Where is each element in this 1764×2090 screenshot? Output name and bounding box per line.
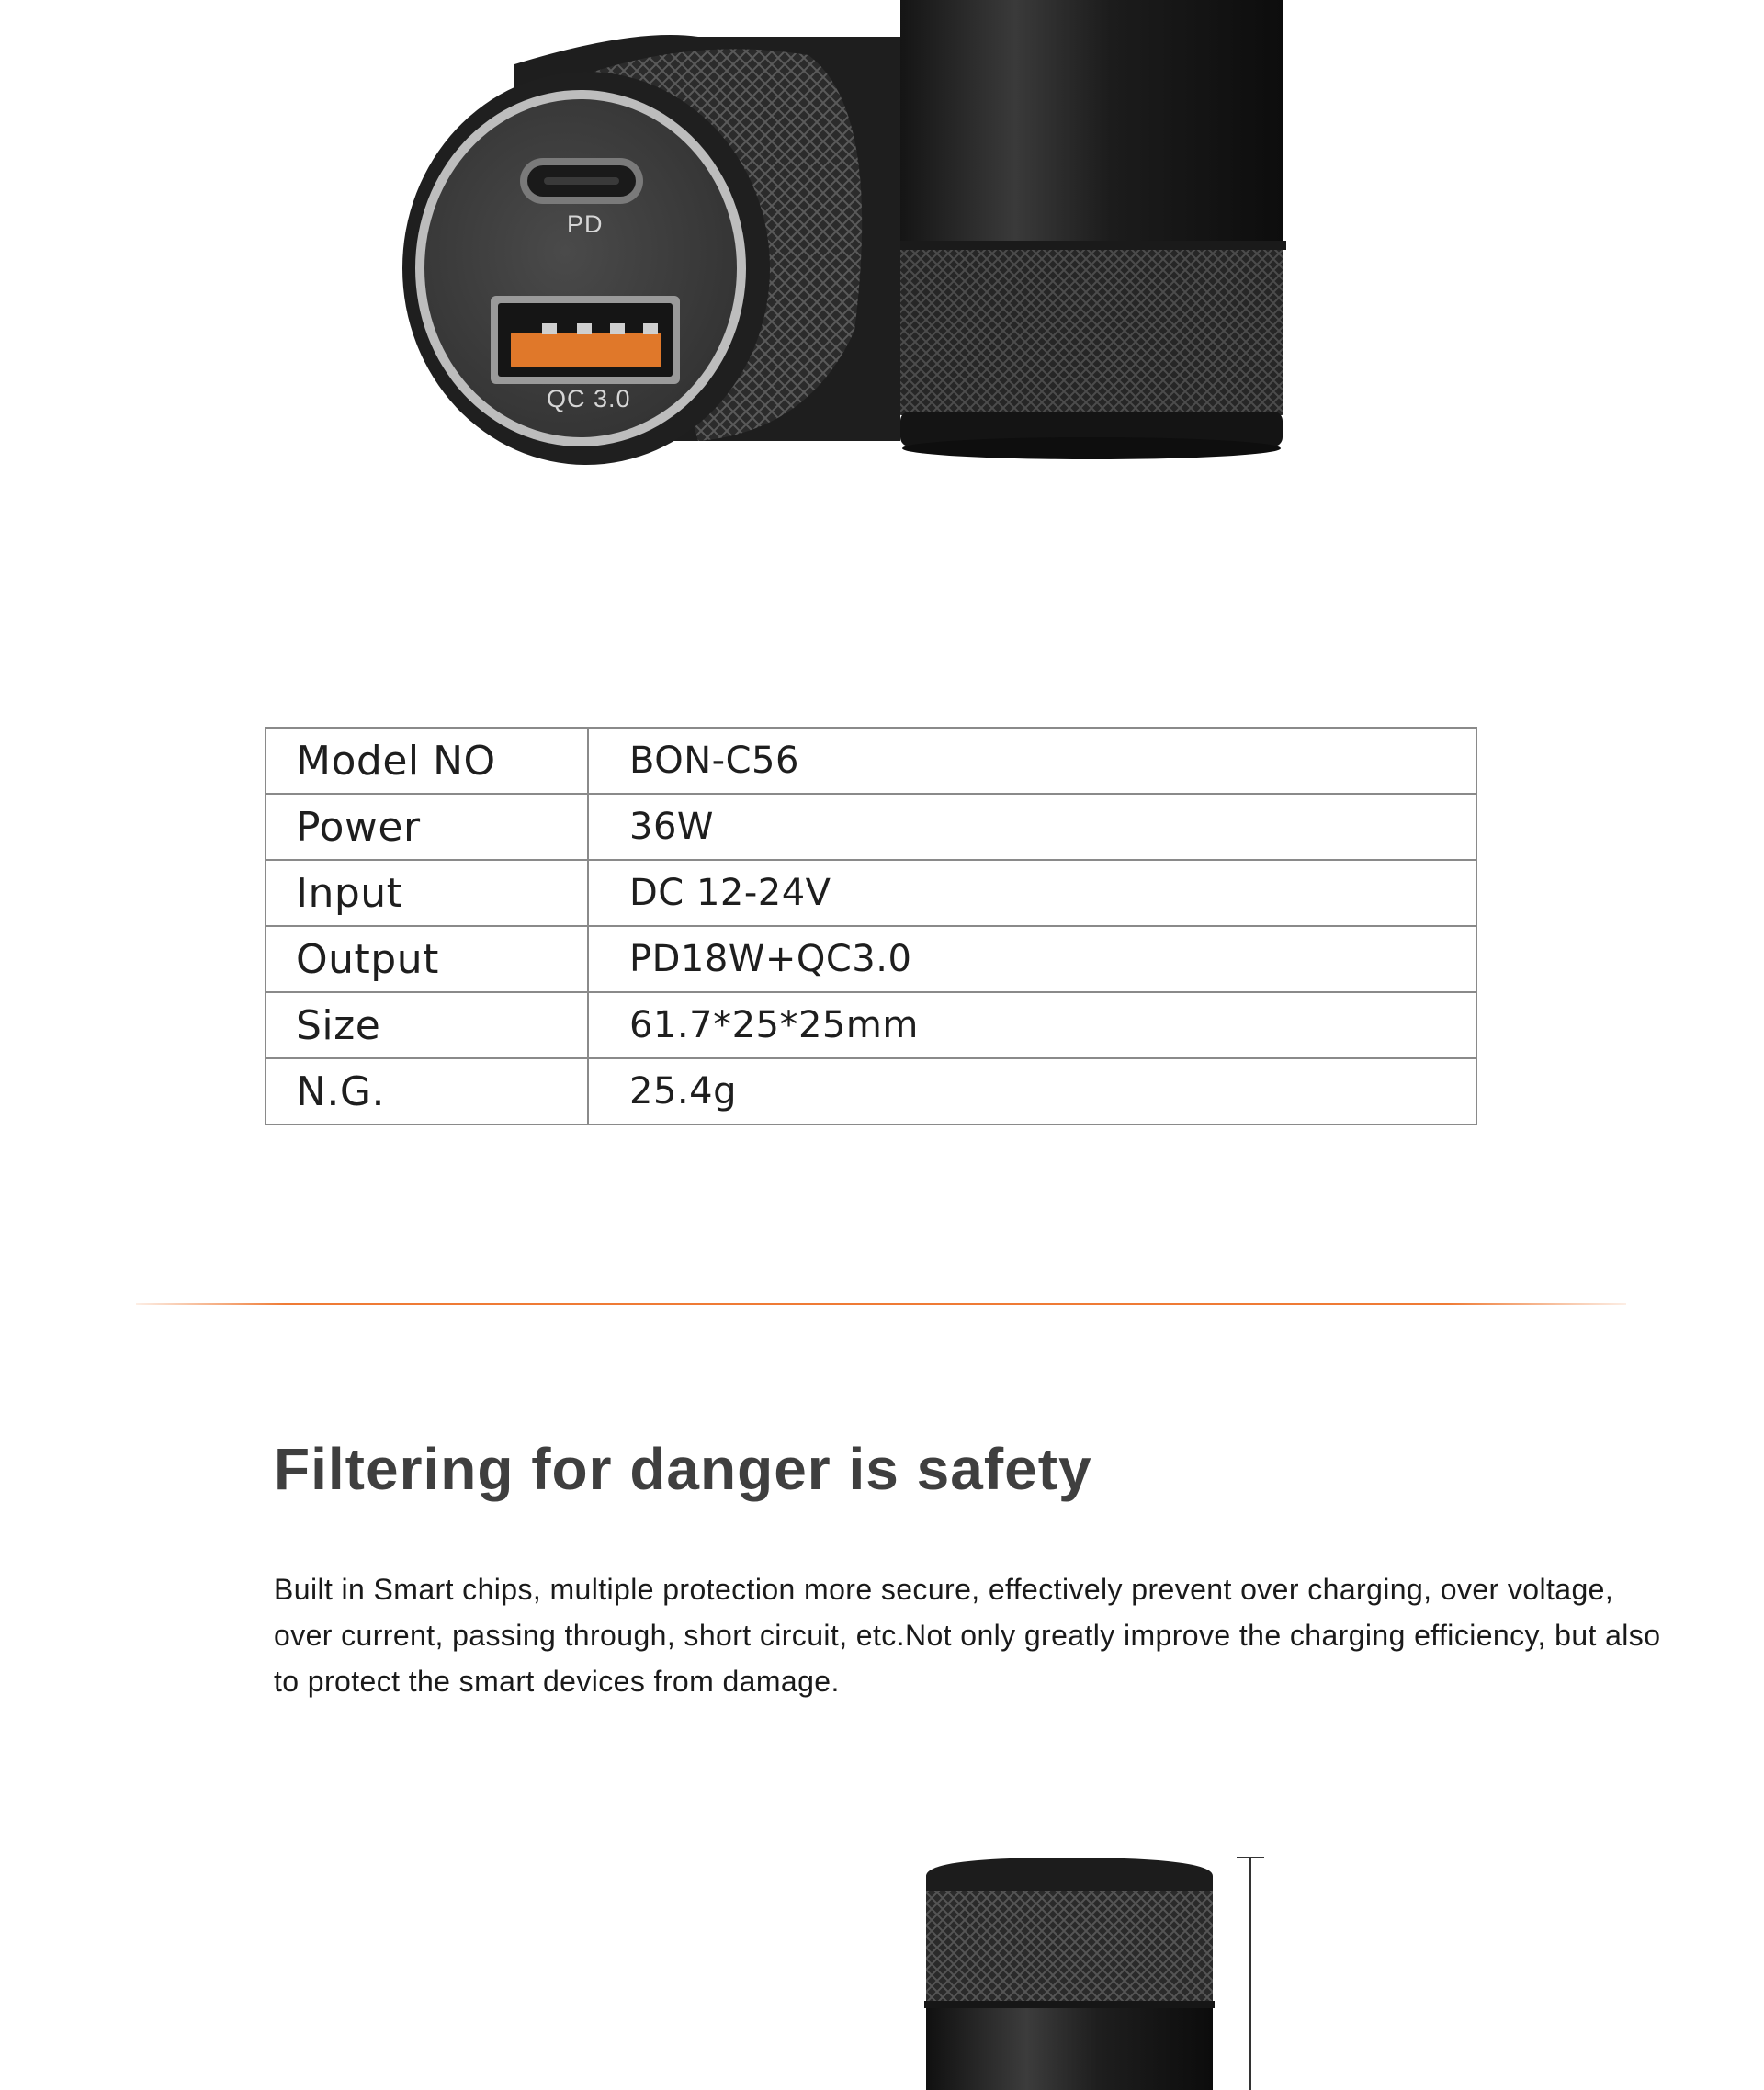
- table-row: [266, 926, 1476, 992]
- spec-label: N.G.: [266, 1058, 588, 1124]
- spec-label: Power: [266, 794, 588, 860]
- section-divider: [136, 1303, 1626, 1305]
- table-row: [266, 860, 1476, 926]
- spec-label: Model NO: [266, 728, 588, 794]
- table-row: [266, 728, 1476, 794]
- spec-value: PD18W+QC3.0: [588, 926, 1476, 992]
- spec-label: Output: [266, 926, 588, 992]
- pd-port-label: PD: [567, 210, 604, 238]
- spec-value: BON-C56: [588, 728, 1476, 794]
- spec-label: Input: [266, 860, 588, 926]
- table-row: [266, 992, 1476, 1058]
- section-description: Built in Smart chips, multiple protection more secure, effectively prevent over charging, over voltage, over current, passing through, short circuit, etc.Not only greatly improve the charging efficiency, but also to protect the smart devices from damage.: [274, 1573, 1661, 1698]
- spec-value: DC 12-24V: [588, 860, 1476, 926]
- car-charger-illustration: [0, 0, 1764, 478]
- spec-table: [265, 727, 1477, 1125]
- table-row: [266, 1058, 1476, 1124]
- table-row: [266, 794, 1476, 860]
- spec-label: Size: [266, 992, 588, 1058]
- spec-value: 61.7*25*25mm: [588, 992, 1476, 1058]
- qc-port-label: QC 3.0: [547, 385, 631, 412]
- spec-value: 25.4g: [588, 1058, 1476, 1124]
- spec-value: 36W: [588, 794, 1476, 860]
- section-title: Filtering for danger is safety: [274, 1436, 1092, 1502]
- charger-side-illustration: [882, 1837, 1305, 2090]
